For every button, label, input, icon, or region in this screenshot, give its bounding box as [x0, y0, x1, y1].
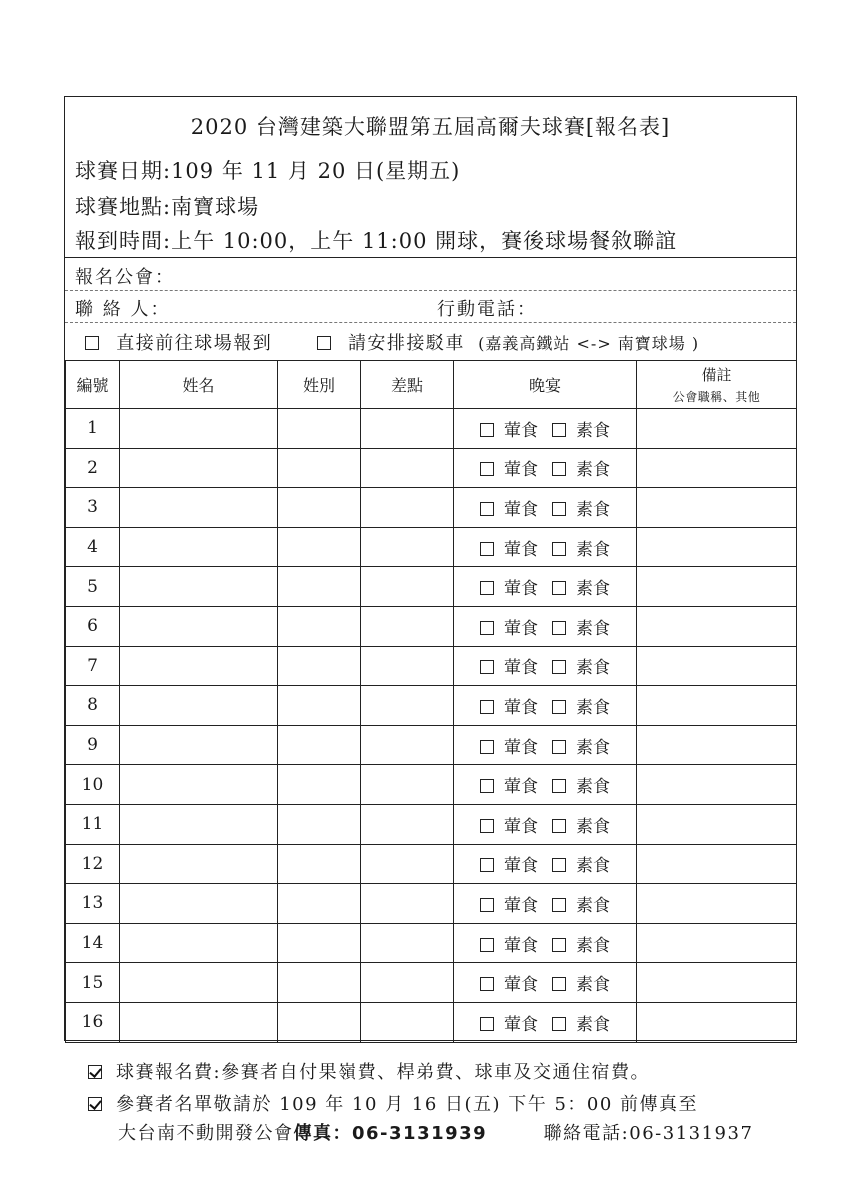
meat-checkbox[interactable] — [480, 938, 494, 952]
remarks-cell[interactable] — [637, 527, 797, 567]
table-row — [66, 765, 797, 805]
header-name: 姓名 — [120, 361, 278, 409]
meat-checkbox[interactable] — [480, 502, 494, 516]
table-row — [66, 923, 797, 963]
meat-label: 葷食 — [504, 579, 538, 600]
registration-form — [64, 96, 797, 1041]
name-cell[interactable] — [120, 765, 278, 805]
dinner-cell — [454, 963, 637, 1003]
vegetarian-label: 素食 — [576, 895, 610, 916]
checkin-options — [85, 329, 699, 355]
gender-cell[interactable] — [278, 765, 361, 805]
name-cell[interactable] — [120, 448, 278, 488]
name-cell[interactable] — [120, 884, 278, 924]
fee-note-text: 球賽報名費:參賽者自付果嶺費、桿弟費、球車及交通住宿費。 — [116, 1062, 651, 1083]
handicap-cell[interactable] — [361, 804, 454, 844]
meat-checkbox[interactable] — [480, 660, 494, 674]
table-row — [66, 567, 797, 607]
dinner-cell — [454, 1002, 637, 1042]
meat-checkbox[interactable] — [480, 542, 494, 556]
name-cell[interactable] — [120, 844, 278, 884]
meat-label: 葷食 — [504, 816, 538, 837]
remarks-cell[interactable] — [637, 884, 797, 924]
name-cell[interactable] — [120, 567, 278, 607]
remarks-cell[interactable] — [637, 963, 797, 1003]
meat-checkbox[interactable] — [480, 423, 494, 437]
handicap-cell[interactable] — [361, 1002, 454, 1042]
option-direct-label: 直接前往球場報到 — [116, 333, 273, 354]
table-row — [66, 409, 797, 449]
meat-label: 葷食 — [504, 618, 538, 639]
name-cell[interactable] — [120, 725, 278, 765]
vegetarian-checkbox[interactable] — [552, 740, 566, 754]
mobile-field[interactable] — [437, 295, 537, 321]
vegetarian-checkbox[interactable] — [552, 1017, 566, 1031]
handicap-cell[interactable] — [361, 448, 454, 488]
meat-label: 葷食 — [504, 935, 538, 956]
dinner-cell — [454, 646, 637, 686]
header-handicap: 差點 — [361, 361, 454, 409]
remarks-cell[interactable] — [637, 488, 797, 528]
remarks-cell[interactable] — [637, 844, 797, 884]
row-number: 6 — [66, 606, 120, 646]
vegetarian-label: 素食 — [576, 935, 610, 956]
meat-checkbox[interactable] — [480, 462, 494, 476]
remarks-cell[interactable] — [637, 409, 797, 449]
remarks-cell[interactable] — [637, 923, 797, 963]
meat-label: 葷食 — [504, 856, 538, 877]
vegetarian-checkbox[interactable] — [552, 700, 566, 714]
name-cell[interactable] — [120, 409, 278, 449]
dinner-cell — [454, 765, 637, 805]
gender-cell[interactable] — [278, 725, 361, 765]
vegetarian-label: 素食 — [576, 697, 610, 718]
vegetarian-label: 素食 — [576, 420, 610, 441]
meat-checkbox[interactable] — [480, 779, 494, 793]
handicap-cell[interactable] — [361, 725, 454, 765]
remarks-cell[interactable] — [637, 686, 797, 726]
meat-checkbox[interactable] — [480, 858, 494, 872]
meat-checkbox[interactable] — [480, 977, 494, 991]
meat-label: 葷食 — [504, 539, 538, 560]
meat-label: 葷食 — [504, 975, 538, 996]
deadline-note-text: 參賽者名單敬請於 109 年 10 月 16 日(五) 下午 5：00 前傳真至 — [116, 1094, 699, 1115]
contact-info — [118, 1119, 753, 1145]
handicap-cell[interactable] — [361, 409, 454, 449]
gender-cell[interactable] — [278, 804, 361, 844]
vegetarian-checkbox[interactable] — [552, 462, 566, 476]
gender-cell[interactable] — [278, 844, 361, 884]
contact-field[interactable] — [75, 295, 170, 321]
handicap-cell[interactable] — [361, 527, 454, 567]
handicap-cell[interactable] — [361, 923, 454, 963]
handicap-cell[interactable] — [361, 884, 454, 924]
meat-label: 葷食 — [504, 499, 538, 520]
meat-checkbox[interactable] — [480, 700, 494, 714]
vegetarian-label: 素食 — [576, 539, 610, 560]
vegetarian-label: 素食 — [576, 816, 610, 837]
handicap-cell[interactable] — [361, 567, 454, 607]
gender-cell[interactable] — [278, 606, 361, 646]
row-number: 9 — [66, 725, 120, 765]
fax-number: 06-3131939 — [352, 1123, 488, 1144]
deadline-note — [88, 1090, 698, 1116]
gender-cell[interactable] — [278, 448, 361, 488]
fax-label: 傳真： — [293, 1123, 352, 1144]
vegetarian-label: 素食 — [576, 1014, 610, 1035]
remarks-cell[interactable] — [637, 646, 797, 686]
meat-checkbox[interactable] — [480, 898, 494, 912]
handicap-cell[interactable] — [361, 844, 454, 884]
handicap-cell[interactable] — [361, 646, 454, 686]
vegetarian-label: 素食 — [576, 975, 610, 996]
vegetarian-label: 素食 — [576, 579, 610, 600]
vegetarian-label: 素食 — [576, 618, 610, 639]
vegetarian-checkbox[interactable] — [552, 542, 566, 556]
divider — [65, 257, 796, 258]
remarks-title: 備註 — [701, 366, 732, 384]
name-cell[interactable] — [120, 606, 278, 646]
table-row — [66, 686, 797, 726]
table-row — [66, 1002, 797, 1042]
remarks-cell[interactable] — [637, 606, 797, 646]
gender-cell[interactable] — [278, 1002, 361, 1042]
phone-label: 聯絡電話: — [543, 1123, 630, 1144]
meat-label: 葷食 — [504, 658, 538, 679]
dinner-cell — [454, 409, 637, 449]
vegetarian-checkbox[interactable] — [552, 621, 566, 635]
contact-label: 聯 絡 人： — [75, 299, 171, 320]
dinner-cell — [454, 488, 637, 528]
gender-cell[interactable] — [278, 488, 361, 528]
gender-cell[interactable] — [278, 567, 361, 607]
name-cell[interactable] — [120, 646, 278, 686]
dinner-cell — [454, 448, 637, 488]
row-number: 1 — [66, 409, 120, 449]
name-cell[interactable] — [120, 1002, 278, 1042]
vegetarian-checkbox[interactable] — [552, 977, 566, 991]
remarks-cell[interactable] — [637, 804, 797, 844]
row-number: 4 — [66, 527, 120, 567]
vegetarian-checkbox[interactable] — [552, 858, 566, 872]
name-cell[interactable] — [120, 804, 278, 844]
event-venue: 球賽地點:南寶球場 — [75, 195, 260, 219]
row-number: 10 — [66, 765, 120, 805]
handicap-cell[interactable] — [361, 686, 454, 726]
dinner-cell — [454, 923, 637, 963]
direct-checkbox[interactable] — [85, 336, 99, 350]
header-remarks — [637, 361, 797, 409]
header-dinner: 晚宴 — [454, 361, 637, 409]
table-row — [66, 884, 797, 924]
table-row — [66, 804, 797, 844]
row-number: 13 — [66, 884, 120, 924]
meat-label: 葷食 — [504, 420, 538, 441]
meat-checkbox[interactable] — [480, 621, 494, 635]
dinner-cell — [454, 725, 637, 765]
name-cell[interactable] — [120, 488, 278, 528]
meat-label: 葷食 — [504, 777, 538, 798]
remarks-cell[interactable] — [637, 725, 797, 765]
name-cell[interactable] — [120, 686, 278, 726]
gender-cell[interactable] — [278, 923, 361, 963]
row-number: 12 — [66, 844, 120, 884]
table-row — [66, 527, 797, 567]
meat-label: 葷食 — [504, 737, 538, 758]
remarks-cell[interactable] — [637, 448, 797, 488]
org-name: 大台南不動開發公會 — [118, 1123, 294, 1144]
shuttle-route: (嘉義高鐵站 <-> 南寶球場 ) — [478, 334, 700, 353]
table-row — [66, 646, 797, 686]
row-number: 5 — [66, 567, 120, 607]
vegetarian-checkbox[interactable] — [552, 502, 566, 516]
handicap-cell[interactable] — [361, 488, 454, 528]
vegetarian-checkbox[interactable] — [552, 581, 566, 595]
meat-label: 葷食 — [504, 1014, 538, 1035]
table-row — [66, 963, 797, 1003]
dinner-cell — [454, 606, 637, 646]
row-number: 11 — [66, 804, 120, 844]
meat-label: 葷食 — [504, 895, 538, 916]
row-number: 2 — [66, 448, 120, 488]
fee-note — [88, 1058, 650, 1084]
row-number: 3 — [66, 488, 120, 528]
remarks-subtitle: 公會職稱、其他 — [672, 390, 761, 404]
table-row — [66, 488, 797, 528]
phone-number: 06-3131937 — [629, 1123, 754, 1144]
checkin-time: 報到時間:上午 10:00，上午 11:00 開球，賽後球場餐敘聯誼 — [75, 229, 678, 253]
dinner-cell — [454, 567, 637, 607]
vegetarian-checkbox[interactable] — [552, 779, 566, 793]
header-gender: 姓別 — [278, 361, 361, 409]
gender-cell[interactable] — [278, 646, 361, 686]
dinner-cell — [454, 527, 637, 567]
row-number: 15 — [66, 963, 120, 1003]
row-number: 7 — [66, 646, 120, 686]
dashed-divider — [65, 322, 796, 323]
dashed-divider — [65, 290, 796, 291]
vegetarian-label: 素食 — [576, 737, 610, 758]
gender-cell[interactable] — [278, 686, 361, 726]
meat-checkbox[interactable] — [480, 819, 494, 833]
handicap-cell[interactable] — [361, 765, 454, 805]
vegetarian-label: 素食 — [576, 658, 610, 679]
gender-cell[interactable] — [278, 409, 361, 449]
registration-table — [65, 360, 797, 1043]
vegetarian-label: 素食 — [576, 499, 610, 520]
vegetarian-label: 素食 — [576, 777, 610, 798]
gender-cell[interactable] — [278, 963, 361, 1003]
checked-box-icon — [88, 1097, 102, 1111]
dinner-cell — [454, 844, 637, 884]
association-label: 報名公會： — [75, 267, 175, 288]
remarks-cell[interactable] — [637, 765, 797, 805]
header-number: 編號 — [66, 361, 120, 409]
vegetarian-checkbox[interactable] — [552, 819, 566, 833]
meat-label: 葷食 — [504, 460, 538, 481]
dinner-cell — [454, 686, 637, 726]
row-number: 8 — [66, 686, 120, 726]
table-row — [66, 448, 797, 488]
association-field[interactable] — [75, 263, 175, 289]
table-row — [66, 725, 797, 765]
meat-label: 葷食 — [504, 697, 538, 718]
meat-checkbox[interactable] — [480, 581, 494, 595]
table-row — [66, 844, 797, 884]
gender-cell[interactable] — [278, 884, 361, 924]
option-shuttle-label: 請安排接駁車 — [347, 333, 465, 354]
name-cell[interactable] — [120, 923, 278, 963]
vegetarian-checkbox[interactable] — [552, 898, 566, 912]
dinner-cell — [454, 804, 637, 844]
remarks-cell[interactable] — [637, 1002, 797, 1042]
vegetarian-checkbox[interactable] — [552, 423, 566, 437]
meat-checkbox[interactable] — [480, 1017, 494, 1031]
mobile-label: 行動電話： — [437, 299, 537, 320]
name-cell[interactable] — [120, 963, 278, 1003]
handicap-cell[interactable] — [361, 963, 454, 1003]
vegetarian-checkbox[interactable] — [552, 938, 566, 952]
form-title: 2020 台灣建築大聯盟第五屆高爾夫球賽[報名表] — [190, 115, 671, 139]
dinner-cell — [454, 884, 637, 924]
vegetarian-label: 素食 — [576, 856, 610, 877]
remarks-cell[interactable] — [637, 567, 797, 607]
row-number: 14 — [66, 923, 120, 963]
vegetarian-label: 素食 — [576, 460, 610, 481]
table-row — [66, 606, 797, 646]
checked-box-icon — [88, 1065, 102, 1079]
vegetarian-checkbox[interactable] — [552, 660, 566, 674]
handicap-cell[interactable] — [361, 606, 454, 646]
name-cell[interactable] — [120, 527, 278, 567]
shuttle-checkbox[interactable] — [317, 336, 331, 350]
event-date: 球賽日期:109 年 11 月 20 日(星期五) — [75, 159, 461, 183]
meat-checkbox[interactable] — [480, 740, 494, 754]
gender-cell[interactable] — [278, 527, 361, 567]
row-number: 16 — [66, 1002, 120, 1042]
